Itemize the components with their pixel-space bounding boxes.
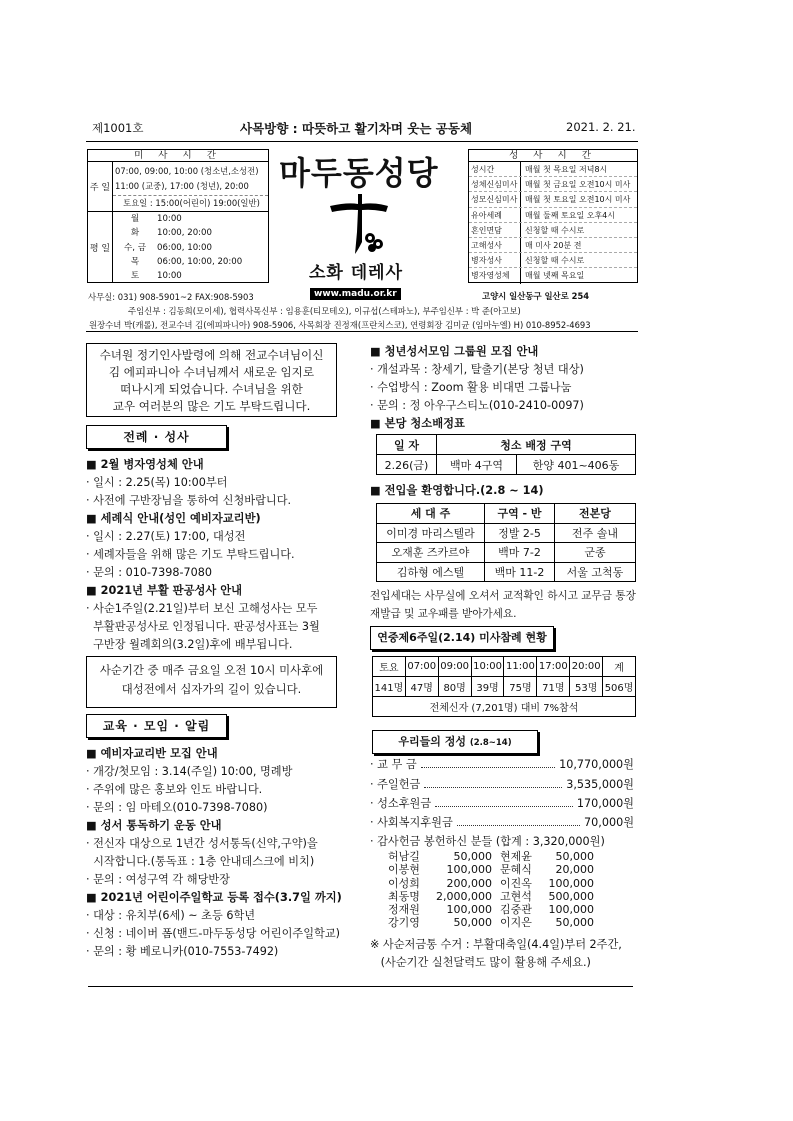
donor-name: 이봉현 [388, 863, 420, 877]
notice-line: 교우 여러분의 많은 기도 부탁드립니다. [112, 399, 311, 413]
offering-amount: 3,535,000원 [566, 778, 634, 791]
table-header: 일 자 [377, 435, 437, 455]
table-header: 토요 [373, 657, 406, 677]
block-item: · 일시 : 2.25(목) 10:00부터 [86, 476, 228, 489]
notice-line: 사순기간 중 매주 금요일 오전 10시 미사후에 [99, 663, 324, 677]
block-heading: ■ 세례식 안내(성인 예비자교리반) [86, 512, 261, 525]
weekday-times [113, 211, 268, 283]
offering-title-text: 우리들의 정성 [398, 735, 466, 748]
weekday-row [113, 212, 268, 226]
table-header-row [373, 657, 636, 677]
block-heading: ■ 성서 통독하기 운동 안내 [86, 819, 222, 832]
sacrament-name: 성시간 [469, 162, 521, 176]
offering-amount: 170,000원 [576, 797, 634, 810]
block-item: · 대상 : 유치부(6세) ~ 초등 6학년 [86, 909, 256, 922]
donor-name: 이성희 [388, 876, 420, 890]
table-cell: 이미경 마리스텔라 [377, 523, 485, 543]
table-header: 17:00 [537, 657, 570, 677]
clergy-list: 주임신부 : 김동희(모이세), 협력사목신부 : 임용훈(티모테오), 이규섭(스테파노), 부주임신부 : 박 준(아고보) [128, 306, 521, 316]
notice-line: 대성전에서 십자가의 길이 있습니다. [121, 682, 302, 696]
dot-leader [421, 767, 555, 768]
donor-list [388, 850, 594, 930]
offering-label: · 성소후원금 [370, 797, 432, 810]
newcomer-note: 전입세대는 사무실에 오셔서 교적확인 하시고 교무금 통장 [370, 590, 636, 602]
sacrament-name: 유아세례 [469, 208, 521, 222]
block-item: · 개설과목 : 창세기, 탈출기(본당 청년 대상) [370, 363, 584, 376]
donor-row [388, 877, 594, 890]
staff-list: 원장수녀 박(캐롤), 전교수녀 김(에피파니아) 908-5906, 사목회장 진정재(프란치스코), 연령회장 김미균 (임마누엘) H) 010-8952-4693 [89, 320, 591, 330]
newcomer-note: 재발급 및 교우패를 받아가세요. [370, 608, 517, 620]
table-header: 09:00 [438, 657, 471, 677]
sacrament-row [469, 268, 637, 283]
weekday-row [113, 255, 268, 269]
sunday-label: 주 일 [88, 162, 113, 211]
block-heading: ■ 2월 병자영성체 안내 [86, 458, 204, 471]
footer-rule [88, 986, 633, 987]
donor-name: 최동명 [388, 889, 420, 903]
mass-times-title: 미 사 시 간 [88, 150, 268, 162]
block-item: · 문의 : 임 마테오(010-7398-7080) [86, 801, 268, 814]
saturday-line: 토요일 : 15:00(어린이) 19:00(일반) [113, 195, 268, 211]
donor-row [388, 916, 594, 929]
sacrament-time: 신청할 때 수시로 [525, 225, 585, 235]
block-item: · 사순1주일(2.21일)부터 보신 고해성사는 모두 [86, 602, 318, 615]
table-cell: 정발 2-5 [485, 523, 555, 543]
sunday-line-1: 07:00, 09:00, 10:00 (청소년,소성전) [115, 166, 259, 176]
table-cell: 71명 [537, 677, 570, 697]
sacrament-name: 병자영성체 [469, 268, 521, 283]
donor-name: 강기영 [388, 916, 420, 930]
table-cell: 2.26(금) [377, 455, 437, 475]
table-row [377, 562, 636, 582]
weekday-day: 목 [130, 256, 140, 267]
dot-leader [435, 806, 573, 807]
sacrament-row [469, 253, 637, 268]
donor-name: 이지은 [500, 916, 532, 930]
donor-amount: 100,000 [548, 903, 594, 917]
office-phone: 사무실: 031) 908-5901~2 FAX:908-5903 [88, 292, 254, 302]
sacrament-row [469, 162, 637, 177]
donor-amount: 50,000 [555, 850, 594, 863]
block-item: · 전신자 대상으로 1년간 성서통독(신약,구약)을 [86, 837, 318, 850]
table-cell: 80명 [438, 677, 471, 697]
sister-transfer-notice [86, 343, 337, 417]
block-heading: ■ 2021년 부활 판공성사 안내 [86, 584, 243, 597]
weekday-time: 06:00, 10:00, 20:00 [157, 256, 243, 267]
notice-line: 수녀원 정기인사발령에 의해 전교수녀님이신 [99, 348, 324, 362]
donor-name: 김중관 [500, 903, 532, 917]
sacrament-time: 매월 둘째 토요일 오후4시 [525, 210, 615, 220]
table-header: 11:00 [504, 657, 537, 677]
weekday-day: 화 [130, 228, 140, 239]
donor-row [388, 890, 594, 903]
sacrament-row [469, 238, 637, 253]
donor-name: 고현석 [500, 889, 532, 903]
cross-rose-logo-icon [328, 192, 390, 256]
block-heading: ■ 청년성서모임 그룹원 모집 안내 [370, 345, 539, 358]
attendance-summary: 전체신자 (7,201명) 대비 7%참석 [373, 697, 636, 717]
weekday-time: 10:00, 20:00 [157, 228, 212, 239]
attendance-table [372, 656, 636, 717]
weekday-time: 10:00 [157, 271, 182, 282]
table-header: 10:00 [471, 657, 504, 677]
table-cell: 전주 솔내 [555, 523, 636, 543]
table-row [373, 697, 636, 717]
table-cell: 백마 7-2 [485, 543, 555, 563]
section-liturgy-title: 전례 · 성사 [86, 425, 227, 449]
table-row [377, 455, 636, 475]
block-heading: ■ 전입을 환영합니다.(2.8 ~ 14) [370, 484, 544, 497]
donor-amount: 50,000 [555, 916, 594, 930]
sacrament-name: 성모신심미사 [469, 192, 521, 206]
sacrament-time: 매월 넷째 목요일 [525, 271, 585, 281]
dot-leader [457, 825, 580, 826]
offering-line [370, 754, 634, 772]
issue-number: 제1001호 [92, 121, 144, 135]
donor-row [388, 850, 594, 863]
table-header-row [377, 435, 636, 455]
church-address: 고양시 일산동구 일산로 254 [482, 291, 590, 301]
sacrament-times-box [468, 149, 638, 283]
donor-name: 정재원 [388, 903, 420, 917]
table-header-row [377, 504, 636, 524]
donor-name: 현제윤 [500, 850, 532, 863]
table-cell: 한양 401~406동 [517, 455, 636, 475]
table-header: 전본당 [555, 504, 636, 524]
newcomers-table [376, 503, 636, 582]
table-header: 20:00 [570, 657, 603, 677]
stations-of-cross-notice [86, 656, 337, 708]
block-item: 구반장 월례회의(3.2일)후에 배부됩니다. [86, 638, 293, 651]
table-header: 구역 - 반 [485, 504, 555, 524]
block-item: · 문의 : 정 아우구스티노(010-2410-0097) [370, 399, 584, 412]
block-item: · 일시 : 2.27(토) 17:00, 대성전 [86, 530, 246, 543]
offering-label: · 주일헌금 [370, 778, 421, 791]
offering-period: (2.8~14) [469, 738, 512, 748]
table-cell: 오재훈 즈카르야 [377, 543, 485, 563]
weekday-time: 06:00, 10:00 [157, 242, 212, 253]
sacrament-row [469, 223, 637, 238]
weekday-row [113, 241, 268, 255]
table-row [377, 523, 636, 543]
patron-saint: 소화 데레사 [309, 263, 404, 283]
donor-amount: 2,000,000 [436, 889, 492, 903]
donor-name: 문혜식 [500, 863, 532, 877]
lent-note: (사순기간 실천달력도 많이 활용해 주세요.) [370, 956, 591, 969]
donor-row [388, 863, 594, 876]
sacrament-name: 혼인면담 [469, 223, 521, 237]
sacrament-time: 매월 첫 목요일 저녁8시 [525, 165, 608, 174]
notice-line: 떠나시게 되었습니다. 수녀님을 위한 [120, 382, 303, 396]
issue-date: 2021. 2. 21. [566, 120, 636, 134]
header-rule [86, 141, 638, 142]
sacrament-time: 신청할 때 수시로 [525, 256, 585, 266]
weekday-row [113, 226, 268, 240]
table-cell: 47명 [405, 677, 438, 697]
donor-row [388, 903, 594, 916]
block-item: · 개강/첫모임 : 3.14(주일) 10:00, 명례방 [86, 765, 293, 778]
notice-line: 김 에피파니아 수녀님께서 새로운 임지로 [108, 365, 315, 379]
block-item: · 주위에 많은 홍보와 인도 바랍니다. [86, 783, 263, 796]
offering-title [372, 730, 538, 754]
sacrament-name: 고해성사 [469, 238, 521, 252]
donor-amount: 200,000 [446, 876, 492, 890]
sunday-line-2: 11:00 (교중), 17:00 (청년), 20:00 [115, 181, 249, 191]
block-heading: ■ 예비자교리반 모집 안내 [86, 747, 218, 760]
table-cell: 53명 [570, 677, 603, 697]
section-education-title: 교육 · 모임 · 알림 [86, 714, 227, 738]
sacrament-times-title: 성 사 시 간 [469, 150, 637, 162]
block-item: · 사전에 구반장님을 통하여 신청바랍니다. [86, 494, 292, 507]
sacrament-name: 병자성사 [469, 253, 521, 267]
offering-line [370, 793, 634, 811]
weekday-day: 토 [130, 271, 140, 282]
table-cell: 김하형 에스텔 [377, 562, 485, 582]
donor-amount: 500,000 [548, 889, 594, 903]
sacrament-row [469, 177, 637, 192]
block-item: · 세례자들을 위해 많은 기도 부탁드립니다. [86, 548, 295, 561]
table-cell: 백마 11-2 [485, 562, 555, 582]
header-divider [86, 331, 638, 332]
offering-line [370, 774, 634, 792]
donor-amount: 50,000 [453, 850, 492, 863]
cleaning-table [376, 434, 636, 475]
table-cell: 백마 4구역 [437, 455, 517, 475]
church-name: 마두동성당 [279, 154, 439, 192]
table-header: 07:00 [405, 657, 438, 677]
donor-amount: 50,000 [453, 916, 492, 930]
block-item: · 문의 : 황 베로니카(010-7553-7492) [86, 945, 279, 958]
sacrament-row [469, 192, 637, 207]
weekday-label: 평 일 [88, 211, 113, 283]
offering-line [370, 812, 634, 830]
table-header: 계 [603, 657, 636, 677]
dot-leader [424, 787, 562, 788]
weekday-row [113, 269, 268, 283]
offering-amount: 10,770,000원 [559, 758, 634, 771]
website-link[interactable]: www.madu.or.kr [310, 288, 401, 300]
block-item: · 문의 : 010-7398-7080 [86, 566, 212, 579]
thanks-offering-heading: · 감사헌금 봉헌하신 분들 (합계 : 3,320,000원) [370, 835, 605, 848]
donor-amount: 20,000 [555, 863, 594, 877]
offering-label: · 교 무 금 [370, 758, 417, 771]
attendance-title: 연중제6주일(2.14) 미사참례 현황 [370, 626, 554, 650]
donor-name: 허남길 [388, 850, 420, 863]
pastoral-motto: 사목방향 : 따뜻하고 활기차며 웃는 공동체 [240, 121, 473, 136]
sacrament-time: 매월 첫 토요일 오전10시 미사 [525, 195, 631, 205]
mass-times-box [87, 149, 269, 283]
donor-amount: 100,000 [446, 903, 492, 917]
weekday-time: 10:00 [157, 214, 182, 224]
donor-amount: 100,000 [548, 876, 594, 890]
table-row [373, 677, 636, 697]
table-row [377, 543, 636, 563]
block-heading: ■ 본당 청소배정표 [370, 417, 465, 430]
block-item: · 문의 : 여성구역 각 해당반장 [86, 873, 230, 886]
lent-note: ※ 사순저금통 수거 : 부활대축일(4.4일)부터 2주간, [370, 938, 622, 951]
sacrament-time: 매 미사 20분 전 [525, 240, 582, 250]
sacrament-name: 성체신심미사 [469, 177, 521, 191]
block-heading: ■ 2021년 어린이주일학교 등록 접수(3.7일 까지) [86, 891, 342, 904]
block-item: 부활판공성사로 인정됩니다. 판공성사표는 3월 [86, 620, 320, 633]
weekday-day: 수, 금 [123, 242, 147, 253]
donor-amount: 100,000 [446, 863, 492, 877]
block-item: · 신청 : 네이버 폼(밴드-마두동성당 어린이주일학교) [86, 927, 341, 940]
table-cell: 141명 [373, 677, 406, 697]
block-item: 시작합니다.(통독표 : 1층 안내데스크에 비치) [86, 855, 315, 868]
table-cell: 75명 [504, 677, 537, 697]
table-cell: 506명 [603, 677, 636, 697]
table-cell: 서울 고척동 [555, 562, 636, 582]
sacrament-time: 매월 첫 금요일 오전10시 미사 [525, 180, 631, 190]
offering-amount: 70,000원 [584, 816, 634, 829]
table-header: 청소 배정 구역 [437, 435, 636, 455]
donor-name: 이진옥 [500, 876, 532, 890]
table-cell: 39명 [471, 677, 504, 697]
block-item: · 수업방식 : Zoom 활용 비대면 그룹나눔 [370, 381, 572, 394]
sacrament-row [469, 208, 637, 223]
weekday-day: 월 [130, 214, 140, 224]
table-cell: 군종 [555, 543, 636, 563]
offering-label: · 사회복지후원금 [370, 816, 453, 829]
table-header: 세 대 주 [377, 504, 485, 524]
